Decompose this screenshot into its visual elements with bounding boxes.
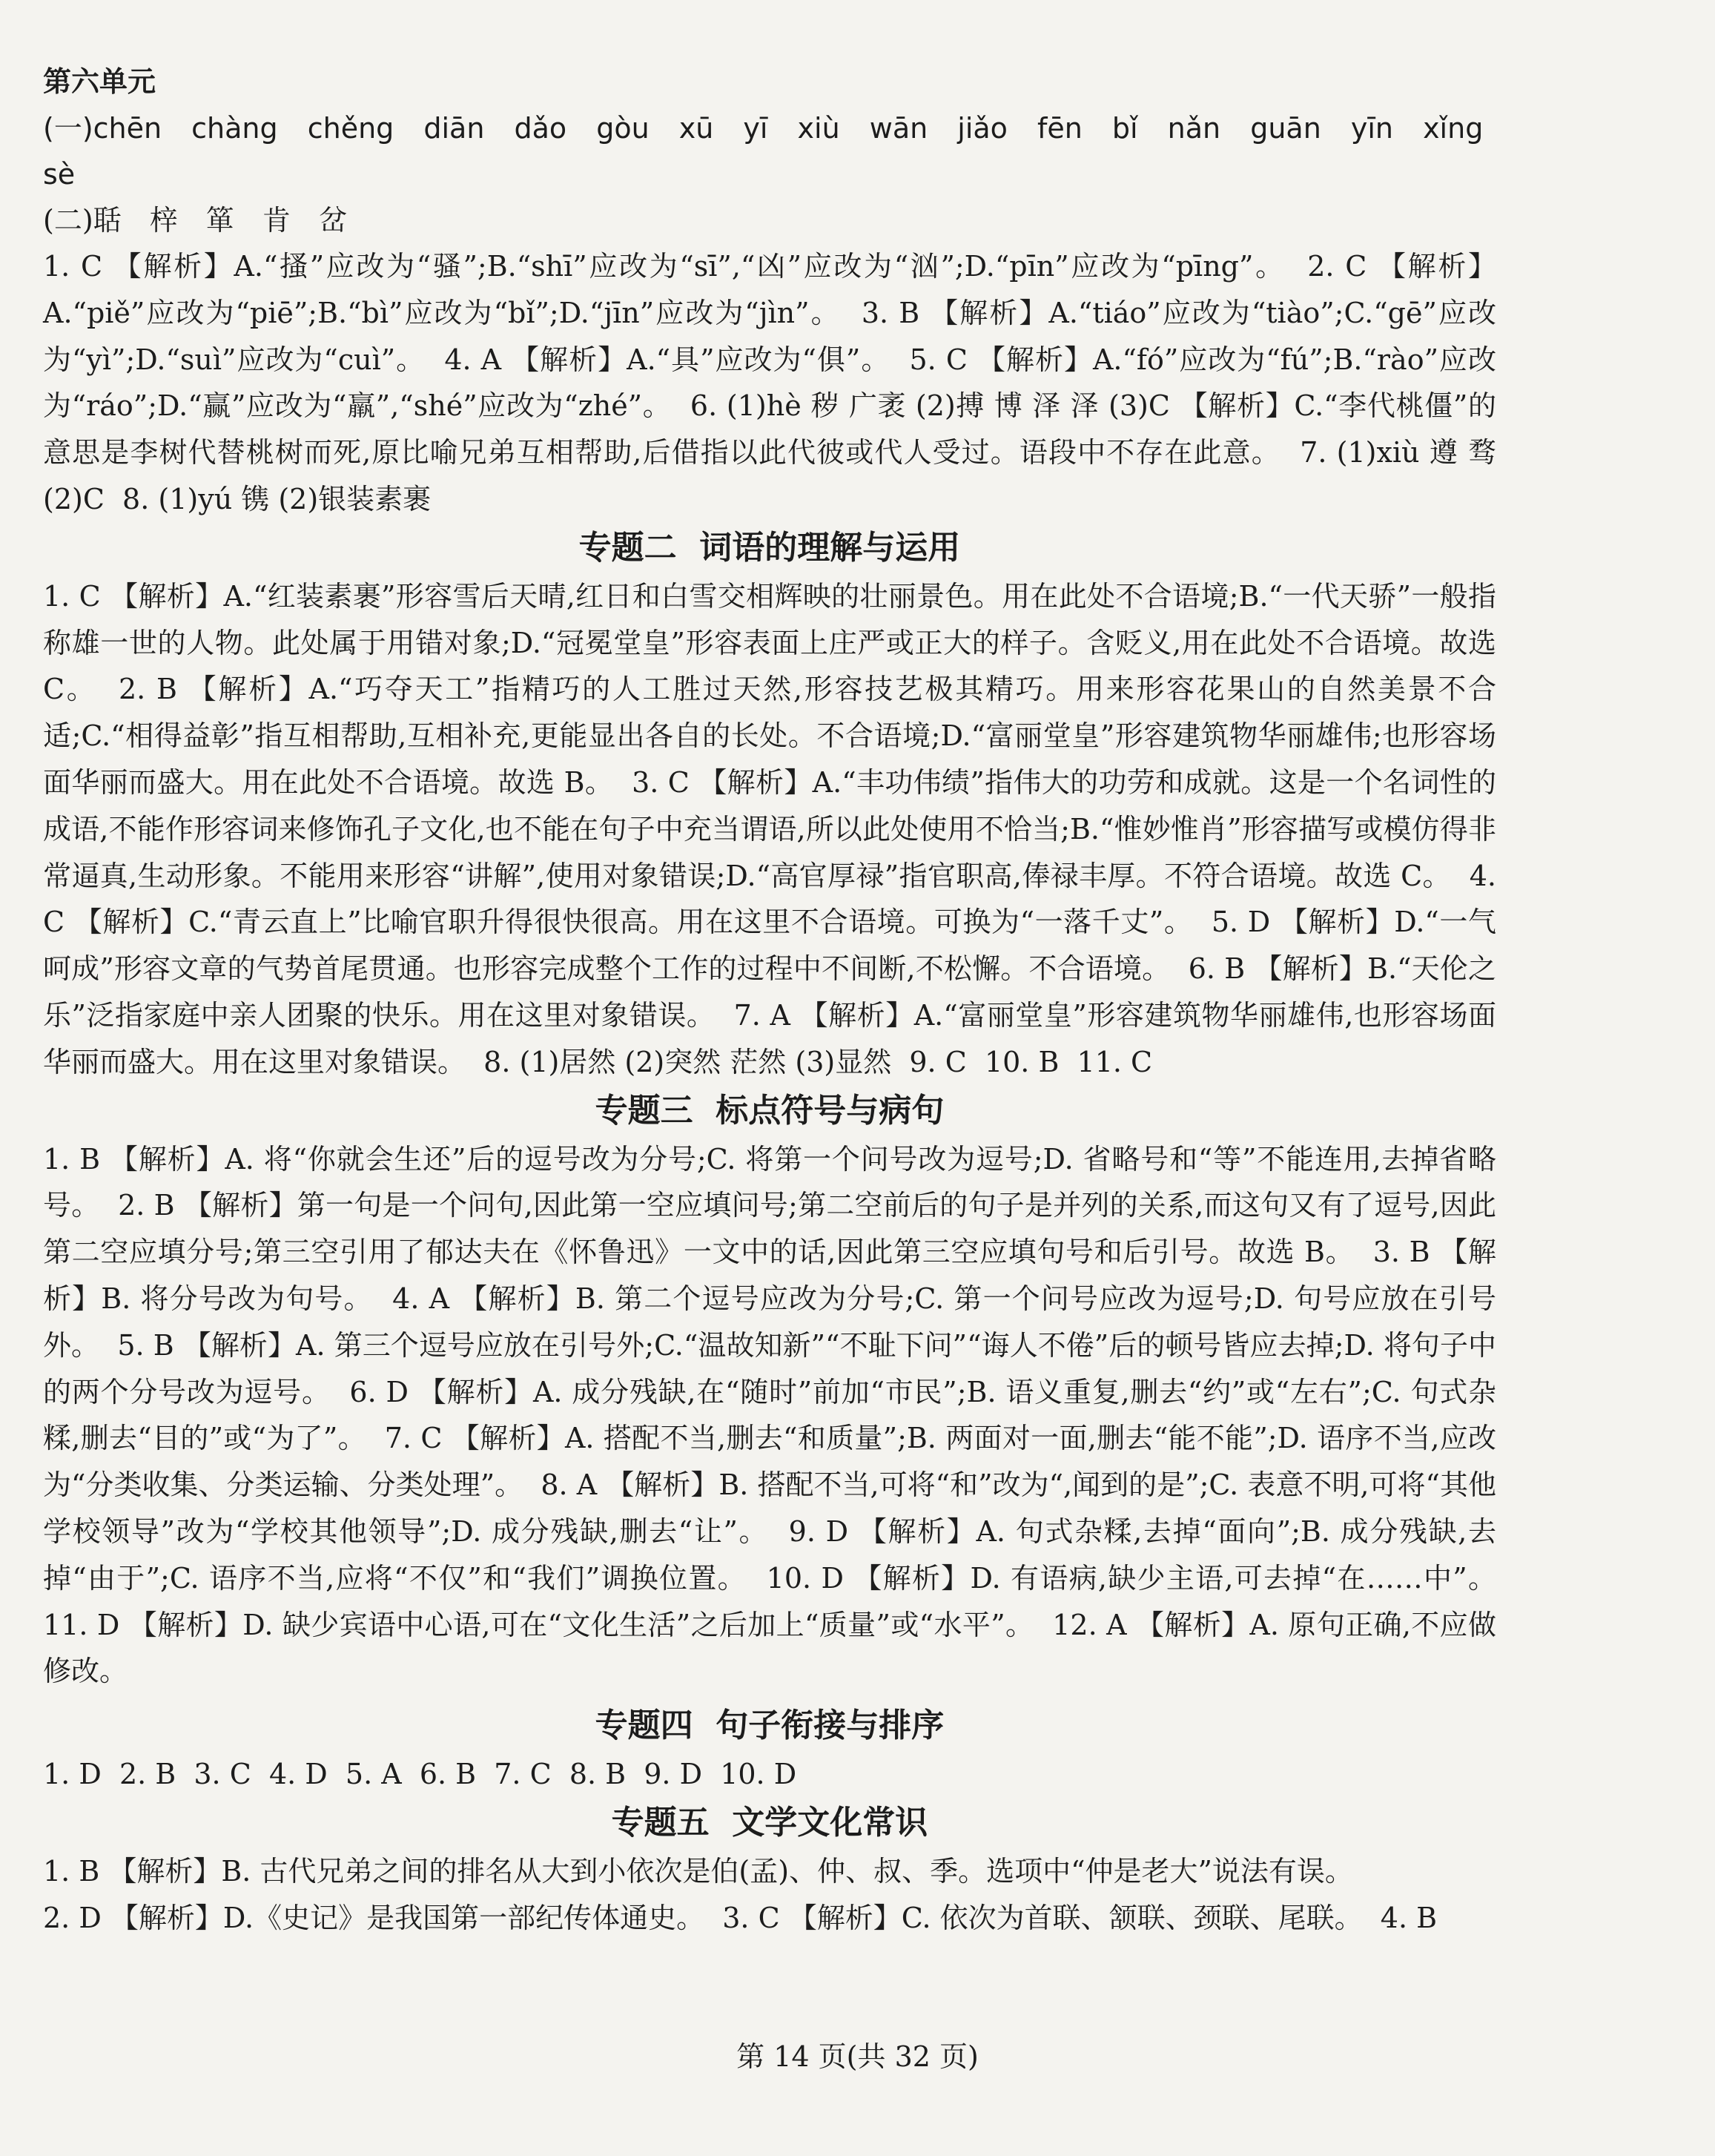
topic4-answers: 1. D 2. B 3. C 4. D 5. A 6. B 7. C 8. B 9. D 10. D [43, 1758, 797, 1791]
pinyin-answers: (一)chēn chàng chěng diān dǎo gòu xū yī xiù wān jiǎo fēn bǐ nǎn guān yīn xǐng sè [43, 112, 1484, 191]
section-title-topic2: 专题二 词语的理解与运用 [578, 528, 961, 567]
topic5-answers-line1: 1. B 【解析】B. 古代兄弟之间的排名从大到小依次是伯(孟)、仲、叔、季。选项中“仲是老大”说法有误。 [43, 1854, 1353, 1888]
unit-title: 第六单元 [43, 65, 156, 98]
answer-page [43, 58, 1515, 1942]
page-number: 第 14 页(共 32 页) [736, 2040, 979, 2073]
topic5-answers-line2: 2. D 【解析】D.《史记》是我国第一部纪传体通史。 3. C 【解析】C. 依次为首联、颔联、颈联、尾联。 4. B [43, 1901, 1438, 1934]
topic3-answers: 1. B 【解析】A. 将“你就会生还”后的逗号改为分号;C. 将第一个问号改为逗号;D. 省略号和“等”不能连用,去掉省略号。 2. B 【解析】第一句是一个问句,因此第一空应填问号;第二空前后的句子是并列的关系,而这句又有了逗号,因此第二空应填分号;第三空引用了郁达夫在《怀鲁迅》一文中的话,因此第三空应填句号和后引号。故选 B。 3. B 【解析】B. 将分号改为句号。 4. A 【解析】B. 第二个逗号应改为分号;C. 第一个问号应改为逗号;D. 句号应放在引号外。 5. B 【解析】A. 第三个逗号应放在引号外;C.“温故知新”“不耻下问”“诲人不倦”后的顿号皆应去掉;D. 将句子中的两个分号改为逗号。 6. D 【解析】A. 成分残缺,在“随时”前加“市民”;B. 语义重复,删去“约”或“左右”;C. 句式杂糅,删去“目的”或“为了”。 7. C 【解析】A. 搭配不当,删去“和质量”;B. 两面对一面,删去“能不能”;D. 语序不当,应改为“分类收集、分类运输、分类处理”。 8. A 【解析】B. 搭配不当,可将“和”改为“,闻到的是”;C. 表意不明,可将“其他学校领导”改为“学校其他领导”;D. 成分残缺,删去“让”。 9. D 【解析】A. 句式杂糅,去掉“面向”;B. 成分残缺,去掉“由于”;C. 语序不当,应将“不仅”和“我们”调换位置。 10. D 【解析】D. 有语病,缺少主语,可去掉“在……中”。 11. D 【解析】D. 缺少宾语中心语,可在“文化生活”之后加上“质量”或“水平”。 12. A 【解析】A. 原句正确,不应做修改。 [43, 1142, 1515, 1688]
section-title-topic4: 专题四 句子衔接与排序 [595, 1707, 945, 1745]
unit6-answers: 1. C 【解析】A.“搔”应改为“骚”;B.“shī”应改为“sī”,“凶”应改为“汹”;D.“pīn”应改为“pīng”。 2. C 【解析】A.“piě”应改为“piē”;B.“bì”应改为“bǐ”;D.“jīn”应改为“jìn”。 3. B 【解析】A.“tiáo”应改为“tiào”;C.“gē”应改为“yì”;D.“suì”应改为“cuì”。 4. A 【解析】A.“具”应改为“俱”。 5. C 【解析】A.“fó”应改为“fú”;B.“rào”应改为“ráo”;D.“赢”应改为“羸”,“shé”应改为“zhé”。 6. (1)hè 秽 广袤 (2)搏 博 泽 泽 (3)C 【解析】C.“李代桃僵”的意思是李树代替桃树而死,原比喻兄弟互相帮助,后借指以此代彼或代人受过。语段中不存在此意。 7. (1)xiù 遵 骛 (2)C 8. (1)yú 镌 (2)银装素裹 [43, 250, 1506, 515]
section-title-topic3: 专题三 标点符号与病句 [595, 1091, 945, 1130]
section-title-topic5: 专题五 文学文化常识 [611, 1803, 928, 1842]
character-answers: (二)聒 梓 箪 肯 岔 [43, 204, 347, 237]
topic2-answers: 1. C 【解析】A.“红装素裹”形容雪后天晴,红日和白雪交相辉映的壮丽景色。用在此处不合语境;B.“一代天骄”一般指称雄一世的人物。此处属于用错对象;D.“冠冕堂皇”形容表面上庄严或正大的样子。含贬义,用在此处不合语境。故选 C。 2. B 【解析】A.“巧夺天工”指精巧的人工胜过天然,形容技艺极其精巧。用来形容花果山的自然美景不合适;C.“相得益彰”指互相帮助,互相补充,更能显出各自的长处。不合语境;D.“富丽堂皇”形容建筑物华丽雄伟;也形容场面华丽而盛大。用在此处不合语境。故选 B。 3. C 【解析】A.“丰功伟绩”指伟大的功劳和成就。这是一个名词性的成语,不能作形容词来修饰孔子文化,也不能在句子中充当谓语,所以此处使用不恰当;B.“惟妙惟肖”形容描写或模仿得非常逼真,生动形象。不能用来形容“讲解”,使用对象错误;D.“高官厚禄”指官职高,俸禄丰厚。不符合语境。故选 C。 4. C 【解析】C.“青云直上”比喻官职升得很快很高。用在这里不合语境。可换为“一落千丈”。 5. D 【解析】D.“一气呵成”形容文章的气势首尾贯通。也形容完成整个工作的过程中不间断,不松懈。不合语境。 6. B 【解析】B.“天伦之乐”泛指家庭中亲人团聚的快乐。用在这里对象错误。 7. A 【解析】A.“富丽堂皇”形容建筑物华丽雄伟,也形容场面华丽而盛大。用在这里对象错误。 8. (1)居然 (2)突然 茫然 (3)显然 9. C 10. B 11. C [43, 579, 1506, 1078]
